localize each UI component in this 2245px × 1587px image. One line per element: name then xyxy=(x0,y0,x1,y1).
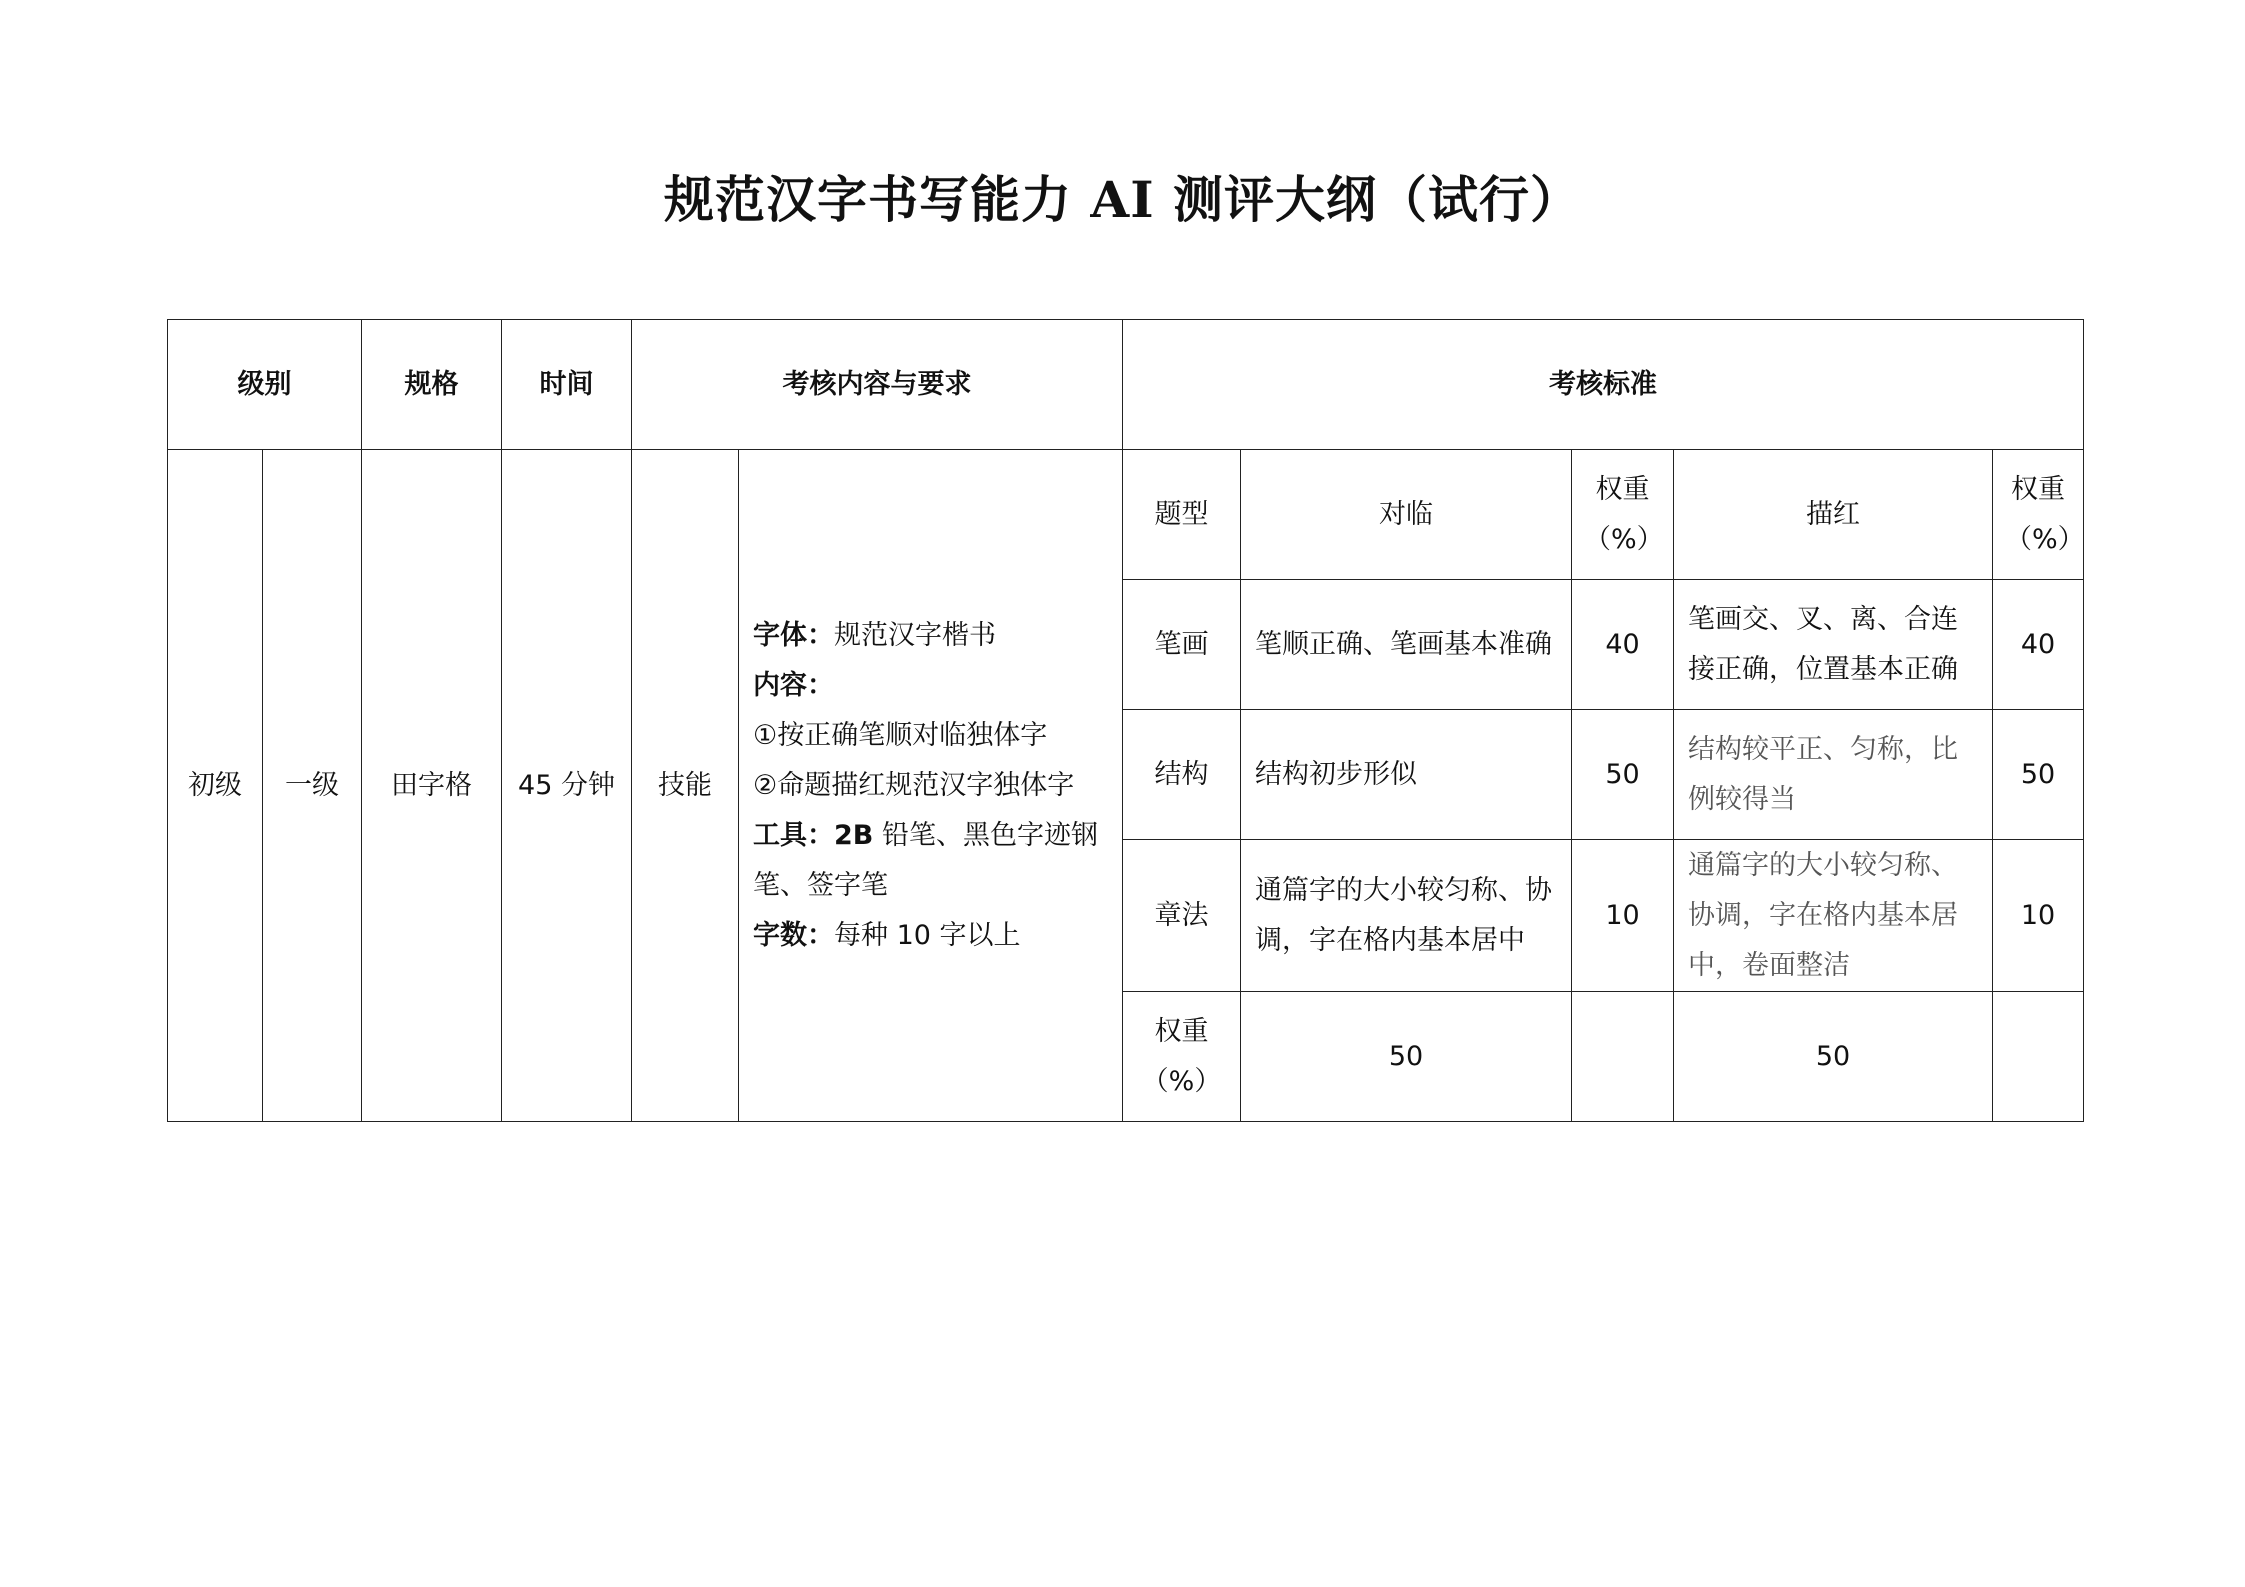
criteria-duilin: 结构初步形似 xyxy=(1241,710,1572,840)
level-major: 初级 xyxy=(168,450,263,1122)
criteria-miaohong: 结构较平正、匀称，比例较得当 xyxy=(1674,710,1993,840)
criteria-miaohong: 通篇字的大小较匀称、协调，字在格内基本居中，卷面整洁 xyxy=(1674,840,1993,992)
weight-empty-2 xyxy=(1993,992,2084,1122)
time-value: 45 分钟 xyxy=(502,450,632,1122)
type-value: 技能 xyxy=(632,450,739,1122)
header-content: 考核内容与要求 xyxy=(632,320,1123,450)
level-minor: 一级 xyxy=(263,450,362,1122)
criteria-duilin: 笔顺正确、笔画基本准确 xyxy=(1241,580,1572,710)
criteria-weight1: 10 xyxy=(1572,840,1674,992)
req-font: 字体：规范汉字楷书 xyxy=(753,619,996,651)
syllabus-table xyxy=(167,319,2084,1122)
criteria-weight2: 50 xyxy=(1993,710,2084,840)
req-count: 字数：每种 10 字以上 xyxy=(753,919,1021,951)
req-item2: ②命题描红规范汉字独体字 xyxy=(753,769,1075,801)
criteria-weight1: 50 xyxy=(1572,710,1674,840)
header-standard: 考核标准 xyxy=(1123,320,2084,450)
criteria-type: 笔画 xyxy=(1123,580,1241,710)
requirements-cell xyxy=(739,450,1123,1122)
criteria-weight1: 40 xyxy=(1572,580,1674,710)
header-time: 时间 xyxy=(502,320,632,450)
criteria-weight2: 10 xyxy=(1993,840,2084,992)
page-title: 规范汉字书写能力 AI 测评大纲（试行） xyxy=(664,170,1581,229)
col-weight2: 权重（%） xyxy=(1993,450,2084,580)
criteria-miaohong: 笔画交、叉、离、合连接正确，位置基本正确 xyxy=(1674,580,1993,710)
criteria-header-row xyxy=(168,450,2084,580)
req-content: 内容： xyxy=(753,669,834,701)
weight-empty-1 xyxy=(1572,992,1674,1122)
criteria-duilin: 通篇字的大小较匀称、协调，字在格内基本居中 xyxy=(1241,840,1572,992)
criteria-type: 结构 xyxy=(1123,710,1241,840)
header-level: 级别 xyxy=(168,320,362,450)
header-row xyxy=(168,320,2084,450)
weight-miaohong: 50 xyxy=(1674,992,1993,1122)
criteria-weight2: 40 xyxy=(1993,580,2084,710)
col-type: 题型 xyxy=(1123,450,1241,580)
criteria-type: 章法 xyxy=(1123,840,1241,992)
req-item1: ①按正确笔顺对临独体字 xyxy=(753,719,1048,751)
col-miaohong: 描红 xyxy=(1674,450,1993,580)
spec-value: 田字格 xyxy=(362,450,502,1122)
col-duilin: 对临 xyxy=(1241,450,1572,580)
col-weight1: 权重（%） xyxy=(1572,450,1674,580)
weight-duilin: 50 xyxy=(1241,992,1572,1122)
weight-label: 权重（%） xyxy=(1123,992,1241,1122)
header-spec: 规格 xyxy=(362,320,502,450)
req-tools: 工具：2B 铅笔、黑色字迹钢笔、签字笔 xyxy=(753,819,1098,901)
